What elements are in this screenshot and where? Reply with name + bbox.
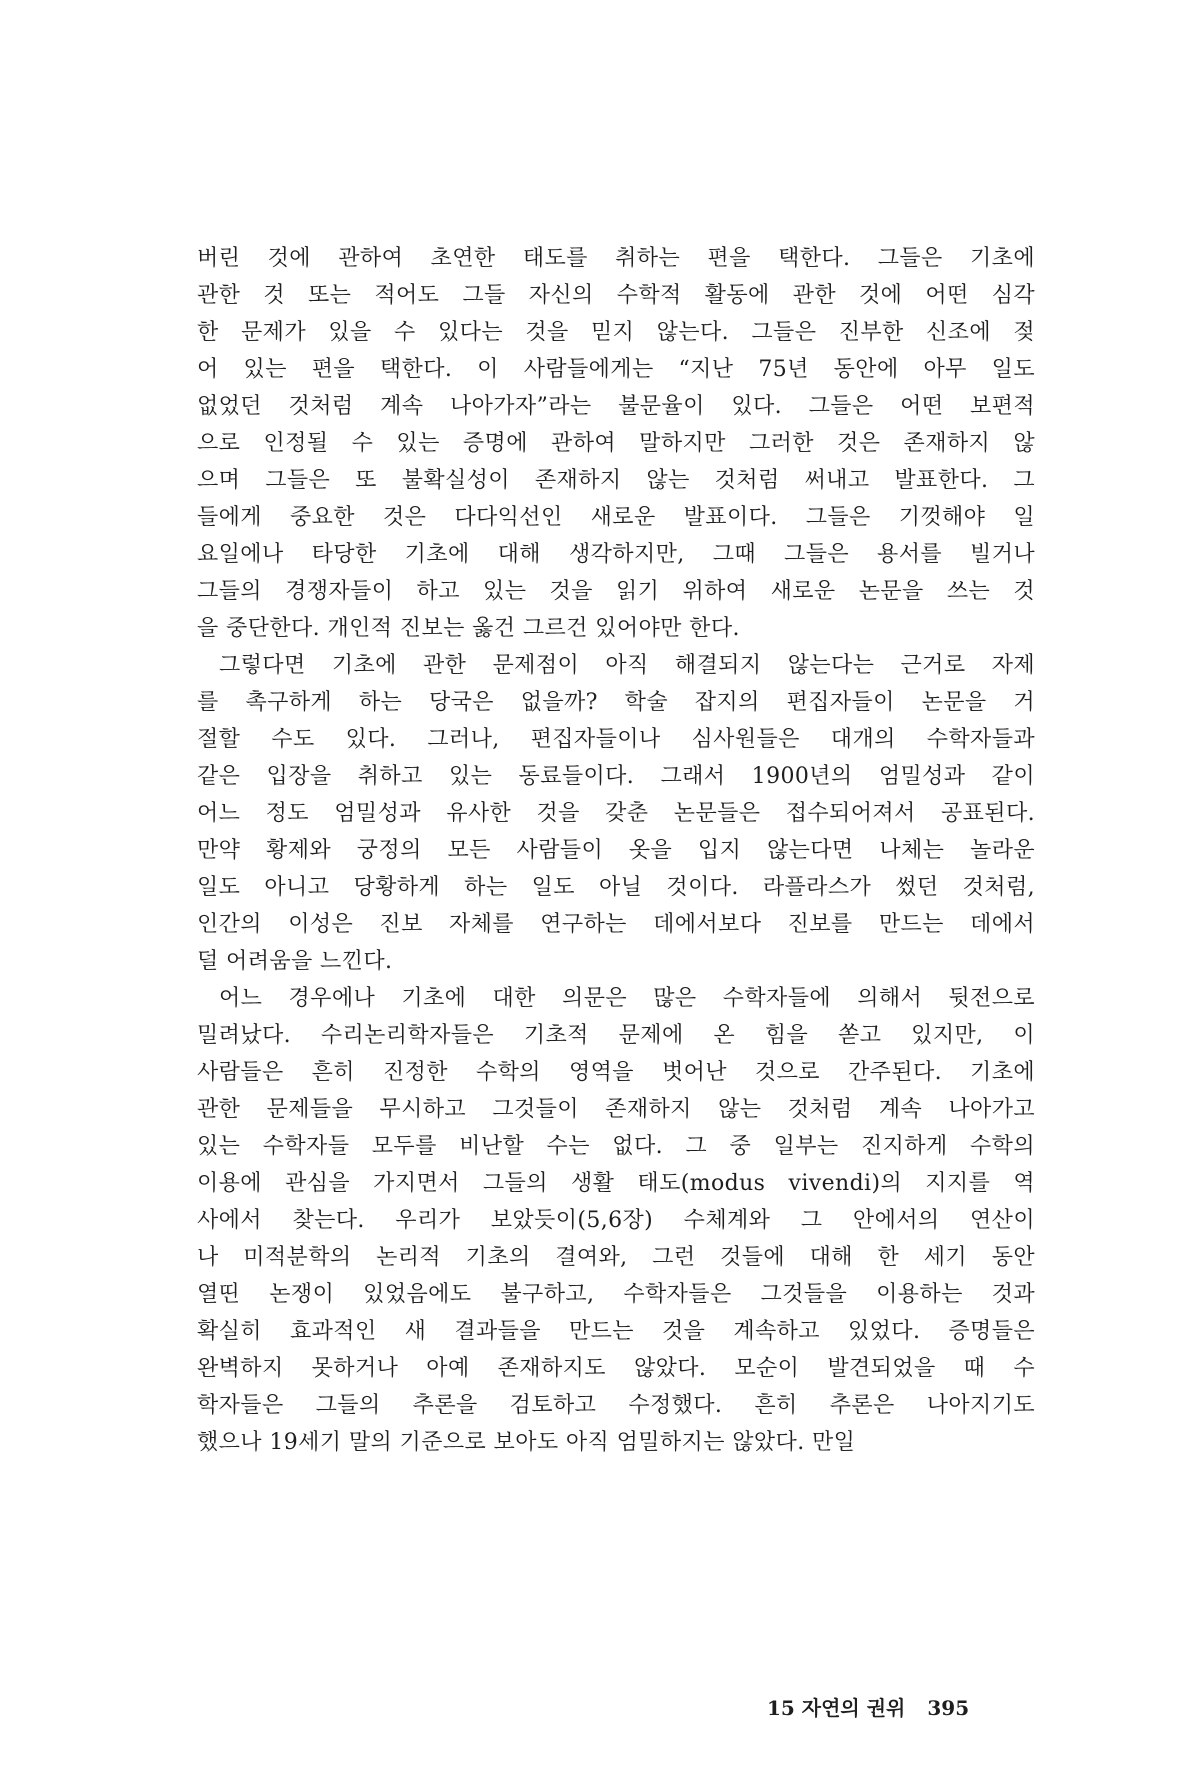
text-line: 으며 그들은 또 불확실성이 존재하지 않는 것처럼 써내고 발표한다. 그	[197, 468, 1035, 493]
text-line: 그렇다면 기초에 관한 문제점이 아직 해결되지 않는다는 근거로 자제	[219, 653, 1035, 678]
text-line: 어느 경우에나 기초에 대한 의문은 많은 수학자들에 의해서 뒷전으로	[219, 986, 1035, 1011]
text-line: 확실히 효과적인 새 결과들을 만드는 것을 계속하고 있었다. 증명들은	[197, 1319, 1035, 1344]
text-line: 절할 수도 있다. 그러나, 편집자들이나 심사원들은 대개의 수학자들과	[197, 727, 1035, 752]
text-line: 같은 입장을 취하고 있는 동료들이다. 그래서 1900년의 엄밀성과 같이	[197, 764, 1035, 789]
text-line: 만약 황제와 궁정의 모든 사람들이 옷을 입지 않는다면 나체는 놀라운	[197, 838, 1035, 863]
text-line: 덜 어려움을 느낀다.	[197, 949, 393, 974]
text-line: 버린 것에 관하여 초연한 태도를 취하는 편을 택한다. 그들은 기초에	[197, 246, 1035, 271]
text-line: 열띤 논쟁이 있었음에도 불구하고, 수학자들은 그것들을 이용하는 것과	[197, 1282, 1035, 1307]
text-line: 일도 아니고 당황하게 하는 일도 아닐 것이다. 라플라스가 썼던 것처럼,	[197, 875, 1035, 900]
text-line: 있는 수학자들 모두를 비난할 수는 없다. 그 중 일부는 진지하게 수학의	[197, 1134, 1035, 1159]
text-line: 사에서 찾는다. 우리가 보았듯이(5,6장) 수체계와 그 안에서의 연산이	[197, 1208, 1035, 1233]
text-line: 그들의 경쟁자들이 하고 있는 것을 읽기 위하여 새로운 논문을 쓰는 것	[197, 579, 1035, 604]
page-number: 395	[927, 1696, 970, 1720]
body-text	[197, 240, 1035, 1461]
text-line: 밀려났다. 수리논리학자들은 기초적 문제에 온 힘을 쏟고 있지만, 이	[197, 1023, 1035, 1048]
text-line: 없었던 것처럼 계속 나아가자”라는 불문율이 있다. 그들은 어떤 보편적	[197, 394, 1035, 419]
text-line: 어 있는 편을 택한다. 이 사람들에게는 “지난 75년 동안에 아무 일도	[197, 357, 1035, 382]
paragraph	[197, 647, 1035, 980]
text-line: 를 촉구하게 하는 당국은 없을까? 학술 잡지의 편집자들이 논문을 거	[197, 690, 1035, 715]
text-line: 으로 인정될 수 있는 증명에 관하여 말하지만 그러한 것은 존재하지 않	[197, 431, 1035, 456]
text-line: 사람들은 흔히 진정한 수학의 영역을 벗어난 것으로 간주된다. 기초에	[197, 1060, 1035, 1085]
text-line: 이용에 관심을 가지면서 그들의 생활 태도(modus vivendi)의 지지를 역	[197, 1171, 1035, 1196]
text-line: 한 문제가 있을 수 있다는 것을 믿지 않는다. 그들은 진부한 신조에 젖	[197, 320, 1035, 345]
text-line: 을 중단한다. 개인적 진보는 옳건 그르건 있어야만 한다.	[197, 616, 740, 641]
running-footer-chapter: 15 자연의 권위	[767, 1696, 906, 1720]
text-line: 나 미적분학의 논리적 기초의 결여와, 그런 것들에 대해 한 세기 동안	[197, 1245, 1035, 1270]
text-line: 완벽하지 못하거나 아예 존재하지도 않았다. 모순이 발견되었을 때 수	[197, 1356, 1035, 1381]
text-line: 들에게 중요한 것은 다다익선인 새로운 발표이다. 그들은 기껏해야 일	[197, 505, 1035, 530]
text-line: 요일에나 타당한 기초에 대해 생각하지만, 그때 그들은 용서를 빌거나	[197, 542, 1035, 567]
page-footer	[767, 1692, 1035, 1721]
paragraph	[197, 240, 1035, 647]
text-line: 학자들은 그들의 추론을 검토하고 수정했다. 흔히 추론은 나아지기도	[197, 1393, 1035, 1418]
text-line: 관한 것 또는 적어도 그들 자신의 수학적 활동에 관한 것에 어떤 심각	[197, 283, 1035, 308]
paragraph	[197, 980, 1035, 1461]
text-line: 인간의 이성은 진보 자체를 연구하는 데에서보다 진보를 만드는 데에서	[197, 912, 1035, 937]
text-line: 관한 문제들을 무시하고 그것들이 존재하지 않는 것처럼 계속 나아가고	[197, 1097, 1035, 1122]
text-line: 했으나 19세기 말의 기준으로 보아도 아직 엄밀하지는 않았다. 만일	[197, 1430, 856, 1455]
text-line: 어느 정도 엄밀성과 유사한 것을 갖춘 논문들은 접수되어져서 공표된다.	[197, 801, 1035, 826]
